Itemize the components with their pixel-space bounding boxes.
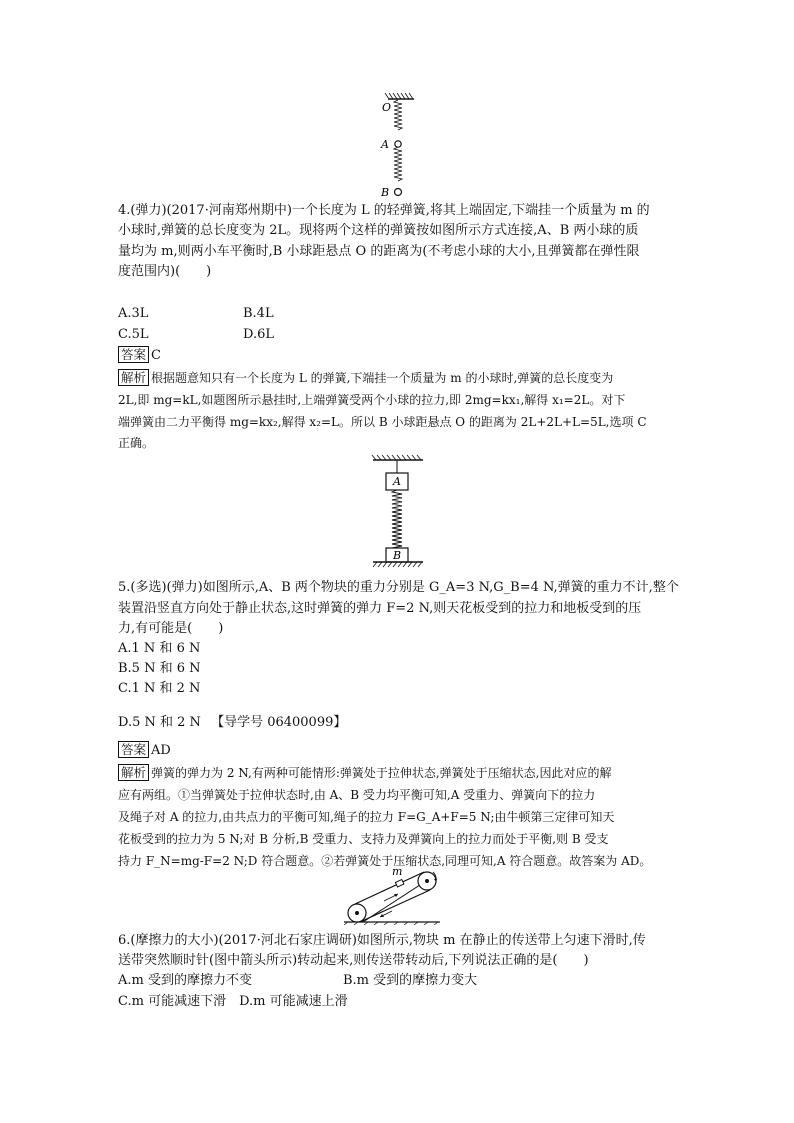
q4-option-c: C.5L	[118, 327, 149, 342]
q5-analysis-text-1: 弹簧的弹力为 2 N,有两种可能情形:弹簧处于拉伸状态,弹簧处于压缩状态,因此对应的解	[151, 766, 612, 780]
q4-line-1: 4.(弹力)(2017·河南郑州期中)一个长度为 L 的轻弹簧,将其上端固定,下端挂一个质量为 m 的	[118, 203, 650, 218]
q5-analysis-tag: 解析	[118, 764, 149, 781]
q4-analysis-line-1	[118, 368, 613, 388]
q5-option-a: A.1 N 和 6 N	[118, 641, 201, 656]
fig2-label-a: A	[393, 475, 401, 488]
q4-option-b: B.4L	[243, 306, 274, 321]
q5-line-2: 装置沿竖直方向处于静止状态,这时弹簧的弹力 F=2 N,则天花板受到的拉力和地板受到的压	[118, 601, 642, 616]
q6-option-a: A.m 受到的摩擦力不变	[118, 973, 252, 988]
q6-line-1: 6.(摩擦力的大小)(2017·河北石家庄调研)如图所示,物块 m 在静止的传送带上匀速下滑时,传	[118, 933, 646, 948]
fig2-label-b: B	[393, 549, 402, 562]
q5-option-d: D.5 N 和 2 N	[118, 715, 201, 730]
q4-answer-tag: 答案	[118, 346, 149, 363]
fig1-label-b: B	[381, 186, 390, 199]
q5-line-3: 力,有可能是( )	[118, 621, 224, 636]
q5-option-c: C.1 N 和 2 N	[118, 681, 201, 696]
q4-option-a: A.3L	[118, 306, 149, 321]
q5-option-b: B.5 N 和 6 N	[118, 661, 201, 676]
q4-line-4: 度范围内)( )	[118, 264, 212, 279]
q4-line-3: 量均为 m,则两小车平衡时,B 小球距悬点 O 的距离为(不考虑小球的大小,且弹簧都在弹性限	[118, 244, 640, 259]
q4-answer: C	[151, 348, 161, 363]
q4-analysis-line-3: 端弹簧由二力平衡得 mg=kx₂,解得 x₂=L。所以 B 小球距悬点 O 的距离为 2L+2L+L=5L,选项 C	[118, 415, 647, 429]
q6-option-b: B.m 受到的摩擦力变大	[343, 973, 478, 988]
q5-analysis-line-5: 持力 F_N=mg-F=2 N;D 符合题意。②若弹簧处于压缩状态,同理可知,A 符合题意。故答案为 AD。	[118, 854, 652, 868]
q5-analysis-line-1	[118, 763, 612, 783]
q5-line-1: 5.(多选)(弹力)如图所示,A、B 两个物块的重力分别是 G_A=3 N,G_B=4 N,弹簧的重力不计,整个	[118, 580, 679, 595]
fig1-label-o: O	[382, 101, 392, 114]
q5-answer-row	[118, 741, 171, 761]
q4-analysis-line-4: 正确。	[118, 436, 155, 450]
q5-answer-tag: 答案	[118, 741, 149, 758]
spring-blocks-figure	[368, 453, 428, 568]
spring-figure-1	[370, 92, 430, 200]
conveyor-belt-figure	[340, 863, 446, 925]
q6-option-cd: C.m 可能减速下滑 D.m 可能减速上滑	[118, 994, 348, 1009]
q5-option-d-row	[118, 713, 346, 733]
q6-line-2: 送带突然顺时针(图中箭头所示)转动起来,则传送带转动后,下列说法正确的是( )	[118, 953, 589, 968]
fig3-label-m: m	[392, 865, 403, 878]
q4-analysis-line-2: 2L,即 mg=kL,如题图所示悬挂时,上端弹簧受两个小球的拉力,即 2mg=kx₁,解得 x₁=2L。对下	[118, 393, 626, 407]
q5-analysis-line-3: 及绳子对 A 的拉力,由共点力的平衡可知,绳子的拉力 F=G_A+F=5 N;由牛顿第三定律可知天	[118, 810, 615, 824]
q4-answer-row	[118, 346, 161, 366]
q4-option-d: D.6L	[243, 327, 274, 342]
q5-analysis-line-4: 花板受到的拉力为 5 N;对 B 分析,B 受重力、支持力及弹簧向上的拉力而处于平衡,则 B 受支	[118, 832, 609, 846]
q4-analysis-text-1: 根据题意知只有一个长度为 L 的弹簧,下端挂一个质量为 m 的小球时,弹簧的总长度变为	[151, 371, 614, 385]
q5-answer: AD	[151, 743, 171, 758]
q5-ref-number: 【导学号 06400099】	[211, 715, 347, 730]
q4-line-2: 小球时,弹簧的总长度变为 2L。现将两个这样的弹簧按如图所示方式连接,A、B 两小球的质	[118, 223, 639, 238]
fig1-label-a: A	[381, 138, 389, 151]
q5-analysis-line-2: 应有两组。①当弹簧处于拉伸状态时,由 A、B 受力均平衡可知,A 受重力、弹簧向下的拉力	[118, 788, 596, 802]
q4-analysis-tag: 解析	[118, 369, 149, 386]
